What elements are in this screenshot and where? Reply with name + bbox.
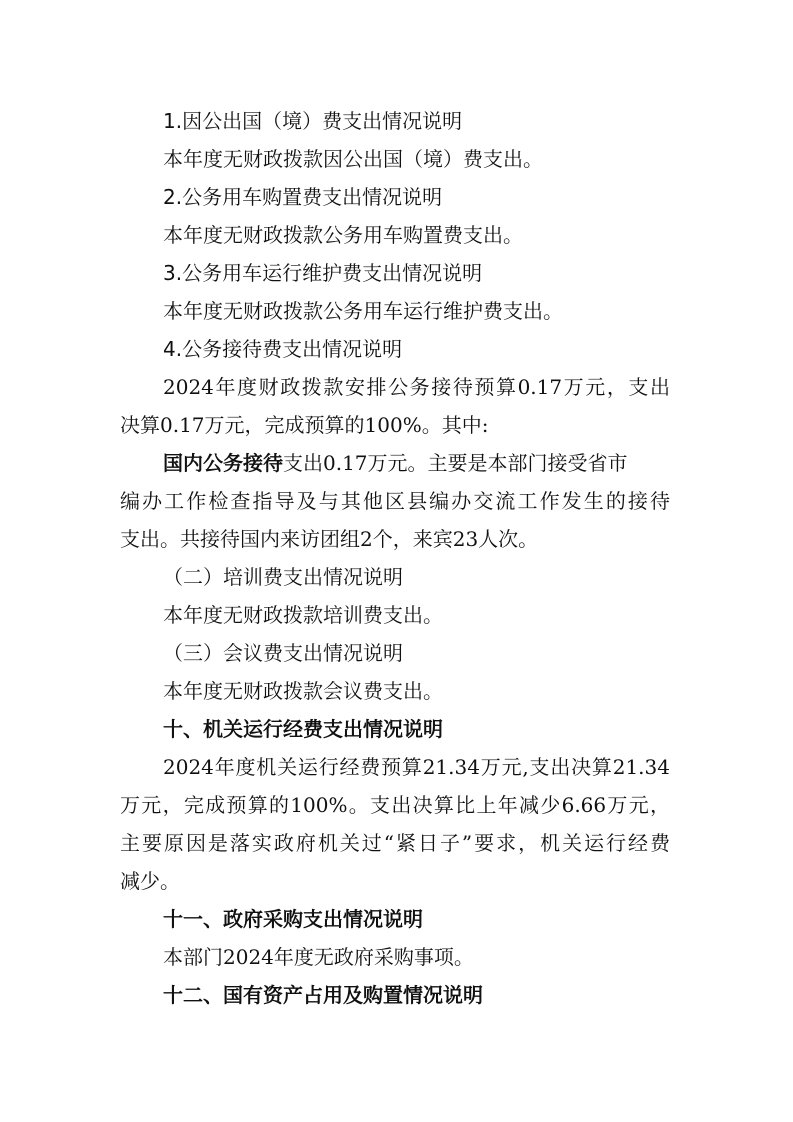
subheading-vehicle-operation: 3.公务用车运行维护费支出情况说明 xyxy=(163,261,483,285)
paragraph-operating-expense-line-4: 减少。 xyxy=(120,869,180,893)
paragraph-domestic-reception-line-1 xyxy=(163,449,670,477)
domestic-reception-label: 国内公务接待 xyxy=(163,451,283,475)
paragraph-vehicle-purchase: 本年度无财政拨款公务用车购置费支出。 xyxy=(163,223,523,247)
subheading-meeting-expense: （三）会议费支出情况说明 xyxy=(163,641,403,665)
subheading-vehicle-purchase: 2.公务用车购置费支出情况说明 xyxy=(163,185,443,209)
domestic-reception-text: 支出0.17万元。主要是本部门接受省市 xyxy=(283,451,628,475)
paragraph-procurement: 本部门2024年度无政府采购事项。 xyxy=(163,945,474,969)
paragraph-domestic-reception-line-3: 支出。共接待国内来访团组2个，来宾23人次。 xyxy=(120,527,539,551)
section-heading-10: 十、机关运行经费支出情况说明 xyxy=(163,717,443,741)
subheading-training-expense: （二）培训费支出情况说明 xyxy=(163,565,403,589)
paragraph-reception-line-1: 2024年度财政拨款安排公务接待预算0.17万元，支出 xyxy=(163,375,670,399)
section-heading-12: 十二、国有资产占用及购置情况说明 xyxy=(163,983,483,1007)
paragraph-operating-expense-line-1: 2024年度机关运行经费预算21.34万元,支出决算21.34 xyxy=(163,755,670,779)
paragraph-vehicle-operation: 本年度无财政拨款公务用车运行维护费支出。 xyxy=(163,299,563,323)
paragraph-training-expense: 本年度无财政拨款培训费支出。 xyxy=(163,603,443,627)
paragraph-domestic-reception-line-2: 编办工作检查指导及与其他区县编办交流工作发生的接待 xyxy=(120,489,670,513)
subheading-official-overseas-trips: 1.因公出国（境）费支出情况说明 xyxy=(163,109,463,133)
paragraph-meeting-expense: 本年度无财政拨款会议费支出。 xyxy=(163,679,443,703)
paragraph-overseas-trips: 本年度无财政拨款因公出国（境）费支出。 xyxy=(163,147,543,171)
paragraph-operating-expense-line-2: 万元，完成预算的100%。支出决算比上年减少6.66万元， xyxy=(120,793,670,817)
paragraph-operating-expense-line-3: 主要原因是落实政府机关过“紧日子”要求，机关运行经费 xyxy=(120,831,670,855)
subheading-official-reception: 4.公务接待费支出情况说明 xyxy=(163,337,403,361)
section-heading-11: 十一、政府采购支出情况说明 xyxy=(163,907,423,931)
paragraph-reception-line-2: 决算0.17万元，完成预算的100%。其中: xyxy=(120,413,489,437)
